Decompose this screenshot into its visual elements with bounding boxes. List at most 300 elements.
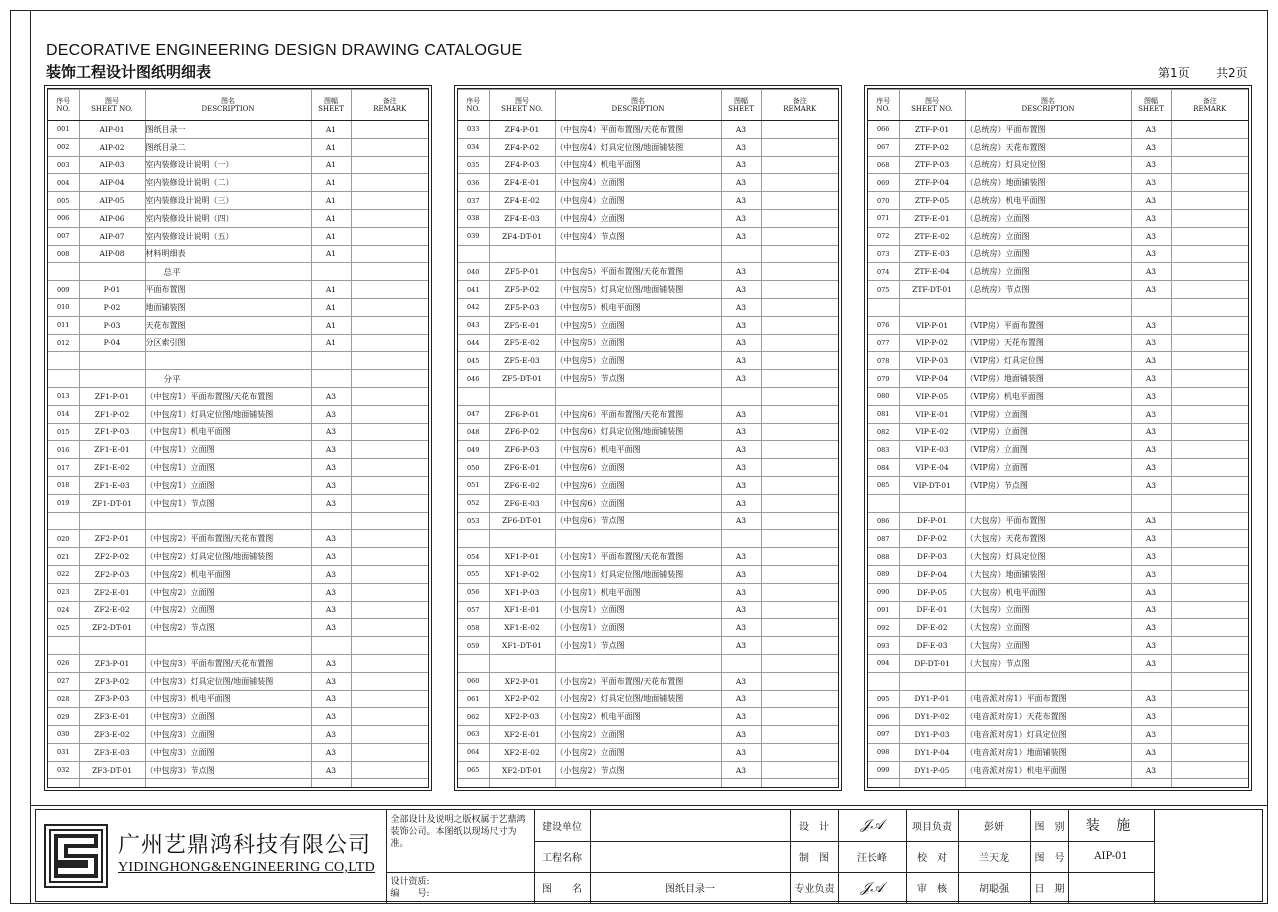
cell-desc: 材料明细表	[145, 245, 311, 263]
cell-remark	[351, 565, 428, 583]
cell-sheet: AIP-08	[79, 245, 145, 263]
cell-remark	[351, 156, 428, 174]
table-row	[868, 121, 1248, 139]
cell-no: 064	[458, 743, 489, 761]
table-row	[868, 512, 1248, 530]
table-row	[458, 583, 838, 601]
cell-size: A3	[721, 672, 761, 690]
cell-sheet: DF-P-01	[899, 512, 965, 530]
cell-sheet: ZF5-DT-01	[489, 370, 555, 388]
company-name-cn: 广州艺鼎鸿科技有限公司	[118, 833, 372, 858]
cell-no: 011	[48, 316, 79, 334]
cell-size	[311, 352, 351, 370]
cell-sheet: VIP-P-02	[899, 334, 965, 352]
cell-no: 080	[868, 387, 899, 405]
cell-desc: （VIP房）立面图	[965, 459, 1131, 477]
cell-no: 088	[868, 548, 899, 566]
cell-no: 025	[48, 619, 79, 637]
cell-size: A3	[721, 601, 761, 619]
cell-remark	[1171, 209, 1248, 227]
cell-size: A3	[1131, 565, 1171, 583]
cell-remark	[761, 121, 838, 139]
cell-desc: （中包房1）立面图	[145, 441, 311, 459]
cell-desc: （大包房）地面铺装图	[965, 565, 1131, 583]
cell-sheet: DF-P-03	[899, 548, 965, 566]
cell-size: A1	[311, 209, 351, 227]
column-header-cn: 备注	[1202, 97, 1217, 105]
table-row	[48, 209, 428, 227]
cell-remark	[761, 672, 838, 690]
cell-size	[311, 370, 351, 388]
cell-sheet: ZF5-E-03	[489, 352, 555, 370]
qualification-cell	[386, 872, 534, 903]
cell-size: A3	[1131, 441, 1171, 459]
signature-mark-icon: 𝒥𝒜	[860, 879, 884, 896]
cell-remark	[761, 334, 838, 352]
cell-desc: （小包房2）立面图	[555, 743, 721, 761]
reviewer-name: 胡聪强	[958, 872, 1030, 903]
table-row	[868, 459, 1248, 477]
cell-sheet: VIP-E-02	[899, 423, 965, 441]
cell-remark	[761, 761, 838, 779]
company-logo-cell	[36, 810, 386, 903]
cell-size: A3	[1131, 583, 1171, 601]
table-row	[868, 601, 1248, 619]
table-row	[458, 298, 838, 316]
table-row	[868, 548, 1248, 566]
table-row	[458, 459, 838, 477]
table-row	[458, 726, 838, 744]
cell-sheet: DF-P-04	[899, 565, 965, 583]
table-row	[868, 654, 1248, 672]
column-header-cn: 序号	[56, 97, 71, 105]
cell-size: A3	[721, 227, 761, 245]
cell-sheet: DF-DT-01	[899, 654, 965, 672]
cell-size: A3	[721, 583, 761, 601]
cell-size: A3	[311, 423, 351, 441]
cell-no: 019	[48, 494, 79, 512]
table-row	[458, 654, 838, 672]
cell-remark	[1171, 530, 1248, 548]
cell-sheet: ZF6-P-01	[489, 405, 555, 423]
cell-sheet: ZF1-DT-01	[79, 494, 145, 512]
cell-no: 081	[868, 405, 899, 423]
cell-sheet: DF-P-02	[899, 530, 965, 548]
cell-sheet: ZF1-E-02	[79, 459, 145, 477]
table-row	[48, 352, 428, 370]
cell-size: A3	[311, 441, 351, 459]
cell-no: 018	[48, 476, 79, 494]
cell-desc	[555, 654, 721, 672]
cell-desc: （大包房）平面布置图	[965, 512, 1131, 530]
table-row	[48, 494, 428, 512]
cell-size: A3	[1131, 352, 1171, 370]
cell-desc: （中包房1）平面布置图/天花布置图	[145, 387, 311, 405]
cell-size: A3	[1131, 405, 1171, 423]
column-header-cn: 图名	[221, 97, 235, 105]
cell-remark	[351, 548, 428, 566]
cell-no: 034	[458, 138, 489, 156]
cell-remark	[761, 726, 838, 744]
cell-remark	[351, 637, 428, 655]
table-row	[48, 156, 428, 174]
cell-size: A3	[721, 476, 761, 494]
cell-desc: （小包房1）立面图	[555, 619, 721, 637]
client-value	[590, 810, 790, 841]
cell-no: 060	[458, 672, 489, 690]
cell-no: 021	[48, 548, 79, 566]
cell-size: A3	[721, 121, 761, 139]
table-row	[48, 459, 428, 477]
cell-size	[311, 637, 351, 655]
table-row	[48, 121, 428, 139]
cell-no: 035	[458, 156, 489, 174]
cell-size: A3	[311, 690, 351, 708]
table-row	[48, 281, 428, 299]
cell-remark	[351, 405, 428, 423]
cell-remark	[351, 174, 428, 192]
specialty-label: 专业负责	[790, 872, 838, 903]
cell-sheet: ZTF-E-01	[899, 209, 965, 227]
cell-size: A3	[311, 672, 351, 690]
cell-remark	[761, 459, 838, 477]
cell-desc: （总统房）立面图	[965, 209, 1131, 227]
cell-remark	[1171, 245, 1248, 263]
cell-size	[1131, 672, 1171, 690]
table-row	[48, 637, 428, 655]
cell-no: 033	[458, 121, 489, 139]
cell-size: A1	[311, 334, 351, 352]
table-row	[458, 512, 838, 530]
cell-no: 030	[48, 726, 79, 744]
cell-size: A3	[721, 619, 761, 637]
project-name-value	[590, 841, 790, 872]
cell-remark	[761, 316, 838, 334]
cell-size: A3	[311, 405, 351, 423]
cell-size	[311, 263, 351, 281]
cell-size: A3	[721, 156, 761, 174]
cell-remark	[1171, 298, 1248, 316]
cell-size: A3	[721, 281, 761, 299]
table-row	[48, 245, 428, 263]
cell-desc: 图纸目录二	[145, 138, 311, 156]
cell-sheet: ZF5-P-03	[489, 298, 555, 316]
cell-remark	[761, 494, 838, 512]
table-row	[48, 174, 428, 192]
cell-desc: （VIP房）立面图	[965, 423, 1131, 441]
cell-sheet: XF1-P-02	[489, 565, 555, 583]
cell-size: A3	[721, 352, 761, 370]
table-row	[458, 708, 838, 726]
cell-remark	[1171, 192, 1248, 210]
cell-sheet: ZF5-E-02	[489, 334, 555, 352]
cell-desc: （中包房4）平面布置图/天花布置图	[555, 121, 721, 139]
cell-sheet: ZF2-P-03	[79, 565, 145, 583]
column-header-cn: 图幅	[734, 97, 748, 105]
column-header-sheet	[899, 90, 965, 121]
cell-size: A3	[721, 548, 761, 566]
cell-sheet: ZF4-E-02	[489, 192, 555, 210]
cell-sheet: ZF5-E-01	[489, 316, 555, 334]
cell-size: A3	[721, 405, 761, 423]
cell-size	[721, 530, 761, 548]
table-row	[868, 156, 1248, 174]
cell-size: A3	[1131, 281, 1171, 299]
cell-remark	[1171, 743, 1248, 761]
table-row	[48, 316, 428, 334]
cell-remark	[761, 708, 838, 726]
table-row	[868, 761, 1248, 779]
cell-sheet: DY1-P-02	[899, 708, 965, 726]
cell-sheet	[899, 298, 965, 316]
cell-size: A3	[1131, 227, 1171, 245]
table-row	[868, 405, 1248, 423]
cell-sheet: XF1-DT-01	[489, 637, 555, 655]
cell-no	[868, 672, 899, 690]
cell-desc: （VIP房）平面布置图	[965, 316, 1131, 334]
cell-no: 013	[48, 387, 79, 405]
cell-desc: （中包房4）灯具定位图/地面铺装图	[555, 138, 721, 156]
cell-desc: （中包房5）机电平面图	[555, 298, 721, 316]
cell-sheet: VIP-P-03	[899, 352, 965, 370]
cell-size: A1	[311, 298, 351, 316]
cell-remark	[761, 779, 838, 788]
cell-no: 092	[868, 619, 899, 637]
cell-no: 098	[868, 743, 899, 761]
cell-remark	[351, 512, 428, 530]
column-header-no	[48, 90, 79, 121]
cell-desc: （中包房1）节点图	[145, 494, 311, 512]
table-row	[458, 761, 838, 779]
cell-sheet: P-01	[79, 281, 145, 299]
cell-sheet: XF1-E-02	[489, 619, 555, 637]
cell-size: A3	[1131, 601, 1171, 619]
cell-desc: 分区索引图	[145, 334, 311, 352]
cell-desc: （中包房4）立面图	[555, 174, 721, 192]
cell-sheet: P-04	[79, 334, 145, 352]
design-label: 设 计	[790, 810, 838, 841]
cell-desc: （中包房5）平面布置图/天花布置图	[555, 263, 721, 281]
cell-sheet	[489, 387, 555, 405]
cell-desc	[555, 387, 721, 405]
cell-desc: （中包房3）灯具定位图/地面铺装图	[145, 672, 311, 690]
cell-remark	[1171, 637, 1248, 655]
cell-desc: （中包房6）立面图	[555, 476, 721, 494]
cell-desc: （中包房2）立面图	[145, 583, 311, 601]
cell-remark	[761, 405, 838, 423]
check-label: 校 对	[906, 841, 958, 872]
cell-no: 012	[48, 334, 79, 352]
cell-no	[48, 352, 79, 370]
cell-desc: （中包房6）节点图	[555, 512, 721, 530]
cell-remark	[351, 708, 428, 726]
cell-desc: （电音派对房1）机电平面图	[965, 761, 1131, 779]
cell-sheet: ZF6-P-02	[489, 423, 555, 441]
table-row	[868, 138, 1248, 156]
column-header-desc	[555, 90, 721, 121]
table-row	[868, 298, 1248, 316]
column-header-sheet	[489, 90, 555, 121]
cell-desc: （VIP房）节点图	[965, 476, 1131, 494]
cell-sheet: ZF6-DT-01	[489, 512, 555, 530]
column-header-en: DESCRIPTION	[1021, 105, 1075, 113]
cell-no: 070	[868, 192, 899, 210]
cell-size: A3	[1131, 156, 1171, 174]
cell-no: 071	[868, 209, 899, 227]
cell-no: 017	[48, 459, 79, 477]
cell-desc: （中包房5）立面图	[555, 334, 721, 352]
cell-sheet: P-03	[79, 316, 145, 334]
cell-remark	[761, 654, 838, 672]
column-header-sheet	[79, 90, 145, 121]
cell-remark	[1171, 281, 1248, 299]
cell-remark	[351, 476, 428, 494]
cell-remark	[761, 619, 838, 637]
cell-sheet: ZF2-E-02	[79, 601, 145, 619]
cell-sheet	[79, 637, 145, 655]
table-row	[868, 690, 1248, 708]
cell-remark	[1171, 370, 1248, 388]
cell-remark	[761, 423, 838, 441]
cell-size: A3	[311, 743, 351, 761]
table-row	[458, 334, 838, 352]
cell-sheet: ZF3-P-02	[79, 672, 145, 690]
cell-no: 078	[868, 352, 899, 370]
table-row	[48, 548, 428, 566]
cell-remark	[761, 298, 838, 316]
cell-no: 020	[48, 530, 79, 548]
table-row	[48, 227, 428, 245]
table-row	[458, 423, 838, 441]
catalogue-panel-3	[864, 85, 1252, 791]
cell-desc: （中包房5）节点图	[555, 370, 721, 388]
cell-desc	[145, 779, 311, 788]
cell-size: A3	[721, 690, 761, 708]
cell-no: 044	[458, 334, 489, 352]
cell-remark	[351, 387, 428, 405]
cell-remark	[351, 316, 428, 334]
cell-sheet: ZTF-E-03	[899, 245, 965, 263]
cell-size: A3	[1131, 548, 1171, 566]
table-row	[868, 263, 1248, 281]
table-row	[868, 227, 1248, 245]
table-row	[458, 690, 838, 708]
cell-size: A3	[721, 708, 761, 726]
cell-no: 090	[868, 583, 899, 601]
cell-size: A1	[311, 138, 351, 156]
table-row	[458, 281, 838, 299]
cell-size: A3	[1131, 459, 1171, 477]
cell-remark	[1171, 654, 1248, 672]
cell-remark	[1171, 672, 1248, 690]
cell-desc: （电音派对房1）灯具定位图	[965, 726, 1131, 744]
cell-no: 048	[458, 423, 489, 441]
cell-desc: （电音派对房1）地面铺装图	[965, 743, 1131, 761]
cell-sheet: ZTF-P-03	[899, 156, 965, 174]
cell-sheet: ZF3-P-03	[79, 690, 145, 708]
cell-desc: （小包房1）机电平面图	[555, 583, 721, 601]
cell-sheet: ZF1-P-02	[79, 405, 145, 423]
cell-desc: （中包房1）灯具定位图/地面铺装图	[145, 405, 311, 423]
table-row	[48, 761, 428, 779]
cell-remark	[761, 370, 838, 388]
cell-remark	[1171, 459, 1248, 477]
cell-no: 007	[48, 227, 79, 245]
cell-no: 016	[48, 441, 79, 459]
table-row	[48, 672, 428, 690]
cell-desc: （VIP房）天花布置图	[965, 334, 1131, 352]
cell-no: 072	[868, 227, 899, 245]
cell-no	[868, 298, 899, 316]
cell-no: 027	[48, 672, 79, 690]
cell-desc: （中包房2）平面布置图/天花布置图	[145, 530, 311, 548]
cell-remark	[351, 138, 428, 156]
cell-remark	[1171, 387, 1248, 405]
table-row	[458, 637, 838, 655]
cell-no: 086	[868, 512, 899, 530]
cell-remark	[1171, 726, 1248, 744]
cell-desc: （总统房）立面图	[965, 263, 1131, 281]
cell-sheet: ZTF-P-02	[899, 138, 965, 156]
cell-remark	[1171, 423, 1248, 441]
cell-no: 046	[458, 370, 489, 388]
stamp-area	[1154, 810, 1264, 903]
cell-desc	[965, 494, 1131, 512]
page-total: 共2页	[1216, 66, 1248, 80]
cell-no: 093	[868, 637, 899, 655]
cell-remark	[761, 583, 838, 601]
cell-remark	[761, 441, 838, 459]
client-label: 建设单位	[534, 810, 590, 841]
cell-sheet: XF1-P-01	[489, 548, 555, 566]
cell-desc: 分平	[145, 370, 311, 388]
table-row	[48, 405, 428, 423]
column-header-en: DESCRIPTION	[611, 105, 665, 113]
cell-desc: （中包房3）立面图	[145, 726, 311, 744]
table-row	[48, 441, 428, 459]
column-header-desc	[965, 90, 1131, 121]
table-row	[48, 476, 428, 494]
company-name-en: YIDINGHONG&ENGINEERING CO,LTD	[118, 860, 376, 875]
cell-size: A3	[721, 174, 761, 192]
cell-desc: （中包房4）立面图	[555, 192, 721, 210]
cell-desc: （小包房2）灯具定位图/地面铺装图	[555, 690, 721, 708]
cell-remark	[1171, 405, 1248, 423]
cell-no	[458, 779, 489, 788]
cell-no: 073	[868, 245, 899, 263]
table-row	[48, 512, 428, 530]
cell-size: A3	[721, 494, 761, 512]
column-header-en: DESCRIPTION	[201, 105, 255, 113]
column-header-no	[868, 90, 899, 121]
table-row	[868, 672, 1248, 690]
cell-desc: （中包房3）节点图	[145, 761, 311, 779]
cell-size: A3	[1131, 654, 1171, 672]
table-row	[48, 583, 428, 601]
cell-sheet	[899, 494, 965, 512]
cell-desc: （大包房）节点图	[965, 654, 1131, 672]
cell-no: 082	[868, 423, 899, 441]
cell-no: 045	[458, 352, 489, 370]
cell-size: A3	[311, 601, 351, 619]
table-row	[48, 708, 428, 726]
cell-sheet	[489, 654, 555, 672]
table-row	[458, 672, 838, 690]
cell-sheet: ZF4-P-02	[489, 138, 555, 156]
cell-size: A3	[721, 459, 761, 477]
cell-desc: （中包房4）机电平面图	[555, 156, 721, 174]
table-row	[868, 743, 1248, 761]
